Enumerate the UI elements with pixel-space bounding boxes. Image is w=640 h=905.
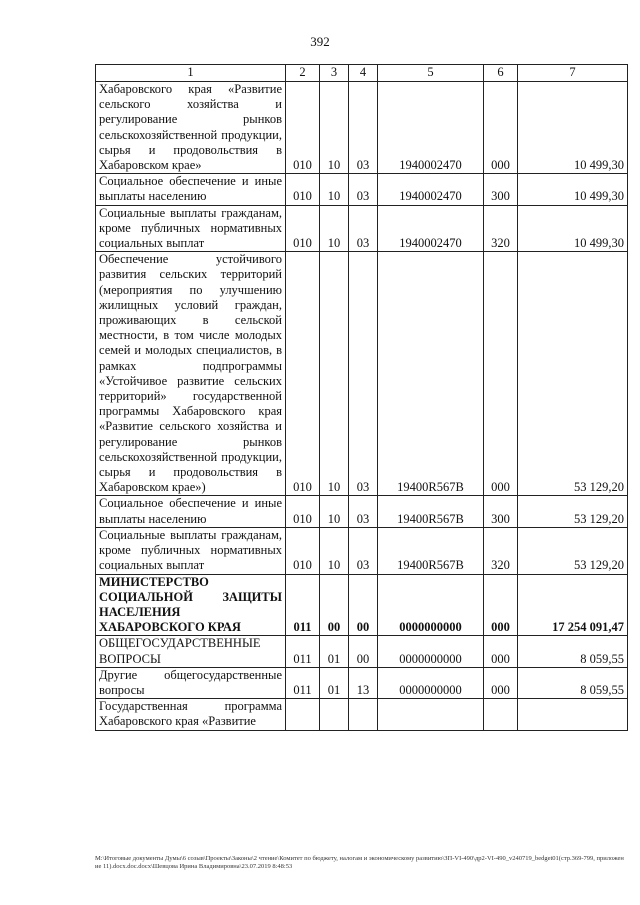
- row-code-csr: 19400R567B: [378, 252, 484, 496]
- row-code-gr: 010: [286, 174, 320, 205]
- row-code-pr: 03: [349, 496, 378, 527]
- row-name: МИНИСТЕРСТВО СОЦИАЛЬНОЙ ЗАЩИТЫ НАСЕЛЕНИЯ ХАБАРОВСКОГО КРАЯ: [96, 574, 286, 636]
- row-code-vr: 320: [484, 205, 518, 252]
- row-amount: 17 254 091,47: [518, 574, 628, 636]
- table-row: [96, 205, 628, 252]
- row-name: Социальное обеспечение и иные выплаты населению: [96, 496, 286, 527]
- table-row-continued: [96, 699, 628, 730]
- row-amount: 53 129,20: [518, 527, 628, 574]
- row-code-vr: 300: [484, 496, 518, 527]
- row-code-vr: 300: [484, 174, 518, 205]
- row-amount: 10 499,30: [518, 205, 628, 252]
- row-code-csr: [378, 699, 484, 730]
- row-code-csr: 0000000000: [378, 574, 484, 636]
- row-amount: 8 059,55: [518, 636, 628, 667]
- row-code-pr: 00: [349, 636, 378, 667]
- row-code-vr: 000: [484, 252, 518, 496]
- row-amount: [518, 699, 628, 730]
- table-row: [96, 252, 628, 496]
- budget-table: [95, 64, 628, 731]
- row-code-gr: 010: [286, 82, 320, 174]
- table-row: [96, 496, 628, 527]
- row-name: Социальные выплаты гражданам, кроме публичных нормативных социальных выплат: [96, 205, 286, 252]
- row-code-pr: 03: [349, 252, 378, 496]
- row-code-pr: 03: [349, 174, 378, 205]
- row-amount: 53 129,20: [518, 496, 628, 527]
- page-number: 392: [310, 34, 330, 49]
- row-amount: 10 499,30: [518, 82, 628, 174]
- column-header: 3: [320, 65, 349, 82]
- row-name: Обеспечение устойчивого развития сельских территорий (мероприятия по улучшению жилищных условий граждан, проживающих в сельской местности, в том числе молодых семей и молодых специалистов, в рамках подпрограммы «Устойчивое развитие сельских территорий» государственной программы Хабаровского края «Развитие сельского хозяйства и регулирование рынков сельскохозяйственной продукции, сырья и продовольствия в Хабаровском крае»): [96, 252, 286, 496]
- document-footer-path: M:\Итоговые документы Думы\6 созыв\Проекты\Законы\2 чтение\Комитет по бюджету, налогам и экономическому развитию\ЗП-VI-490\др2-VI-490_v240719_bedget01(стр.369-799, приложение 11).docx.doc.docx\Шевцова Ирина Владимировна\23.07.2019 8:48:53: [95, 855, 624, 870]
- row-code-gr: 011: [286, 574, 320, 636]
- row-code-vr: 000: [484, 667, 518, 698]
- table-row: [96, 667, 628, 698]
- row-name: Социальное обеспечение и иные выплаты населению: [96, 174, 286, 205]
- table-row: [96, 174, 628, 205]
- row-name: ОБЩЕГОСУДАРСТВЕННЫЕ ВОПРОСЫ: [96, 636, 286, 667]
- row-name: Государственная программа Хабаровского края «Развитие: [96, 699, 286, 730]
- row-code-rz: [320, 699, 349, 730]
- row-code-pr: 13: [349, 667, 378, 698]
- row-amount: 10 499,30: [518, 174, 628, 205]
- row-code-vr: 000: [484, 574, 518, 636]
- row-code-csr: 0000000000: [378, 636, 484, 667]
- row-code-csr: 19400R567B: [378, 527, 484, 574]
- row-code-rz: 00: [320, 574, 349, 636]
- row-code-rz: 01: [320, 636, 349, 667]
- row-code-vr: 320: [484, 527, 518, 574]
- row-name: Другие общегосударственные вопросы: [96, 667, 286, 698]
- row-code-rz: 01: [320, 667, 349, 698]
- row-code-csr: 1940002470: [378, 174, 484, 205]
- column-header: 6: [484, 65, 518, 82]
- row-amount: 53 129,20: [518, 252, 628, 496]
- row-code-pr: 03: [349, 82, 378, 174]
- row-code-rz: 10: [320, 252, 349, 496]
- row-amount: 8 059,55: [518, 667, 628, 698]
- row-code-gr: 010: [286, 496, 320, 527]
- row-code-csr: 1940002470: [378, 205, 484, 252]
- column-header: 7: [518, 65, 628, 82]
- column-header: 5: [378, 65, 484, 82]
- row-code-rz: 10: [320, 527, 349, 574]
- row-code-gr: 010: [286, 527, 320, 574]
- row-code-pr: 00: [349, 574, 378, 636]
- row-code-rz: 10: [320, 496, 349, 527]
- column-header: 2: [286, 65, 320, 82]
- row-code-gr: 010: [286, 252, 320, 496]
- row-code-csr: 1940002470: [378, 82, 484, 174]
- row-name: Хабаровского края «Развитие сельского хозяйства и регулирование рынков сельскохозяйственной продукции, сырья и продовольствия в Хабаровском крае»: [96, 82, 286, 174]
- column-header: 4: [349, 65, 378, 82]
- row-code-csr: 19400R567B: [378, 496, 484, 527]
- row-code-gr: [286, 699, 320, 730]
- table-row-ministry: [96, 574, 628, 636]
- row-code-gr: 010: [286, 205, 320, 252]
- row-code-rz: 10: [320, 82, 349, 174]
- row-code-gr: 011: [286, 667, 320, 698]
- column-header: 1: [96, 65, 286, 82]
- row-code-pr: 03: [349, 205, 378, 252]
- row-code-pr: [349, 699, 378, 730]
- table-row: [96, 527, 628, 574]
- row-code-pr: 03: [349, 527, 378, 574]
- row-code-vr: [484, 699, 518, 730]
- row-code-vr: 000: [484, 636, 518, 667]
- row-code-vr: 000: [484, 82, 518, 174]
- table-row: [96, 636, 628, 667]
- row-name: Социальные выплаты гражданам, кроме публичных нормативных социальных выплат: [96, 527, 286, 574]
- table-row: [96, 82, 628, 174]
- row-code-gr: 011: [286, 636, 320, 667]
- row-code-rz: 10: [320, 174, 349, 205]
- row-code-rz: 10: [320, 205, 349, 252]
- column-header-row: [96, 65, 628, 82]
- row-code-csr: 0000000000: [378, 667, 484, 698]
